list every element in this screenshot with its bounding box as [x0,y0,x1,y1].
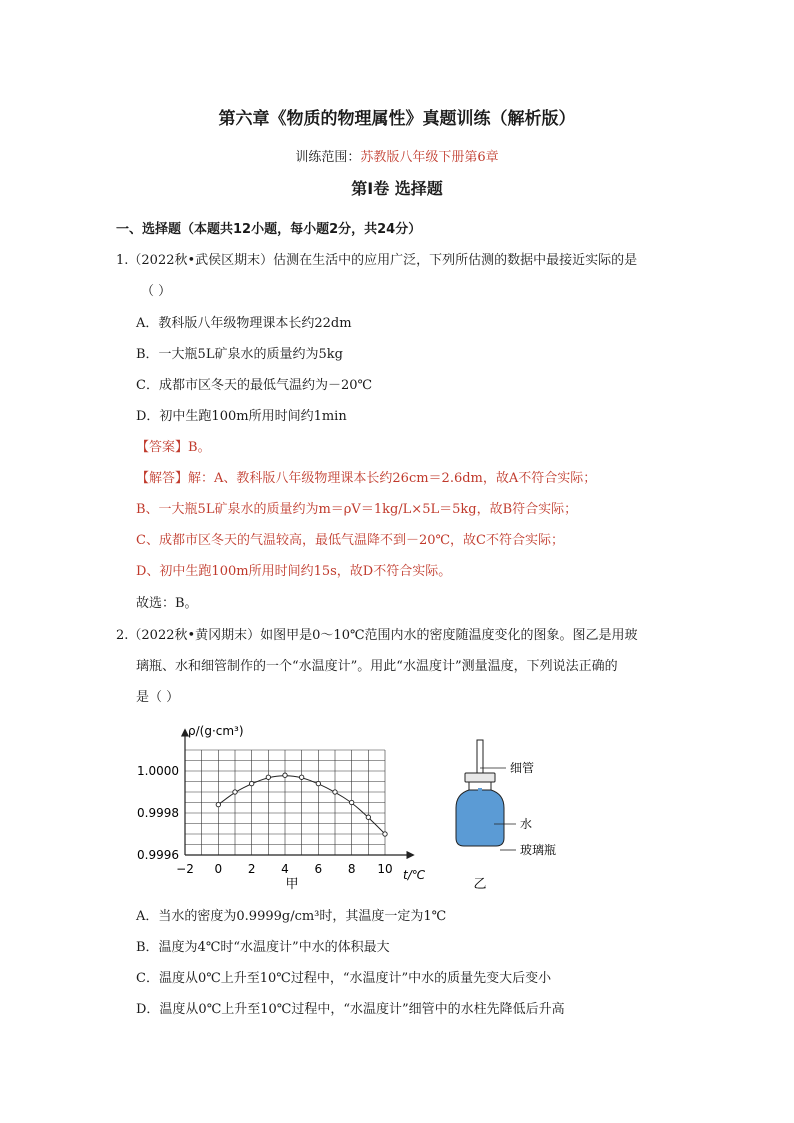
q1-choose: 故选：B。 [136,596,198,611]
data-point [283,773,287,777]
y-axis-label: ρ/(g·cm³) [188,724,244,738]
q1-stem: 1.（2022秋•武侯区期末）估测在生活中的应用广泛，下列所估测的数据中最接近实际的是 [116,253,638,268]
data-point [266,775,270,779]
answer-value: B。 [188,440,211,455]
q2-stem-line-3: 是（ ） [136,690,180,705]
section-heading: 一、选择题（本题共12小题，每小题2分，共24分） [116,222,422,237]
analysis-label: 【解答】 [136,471,189,486]
training-range [0,146,794,165]
data-point [316,781,320,785]
document-title: 第六章《物质的物理属性》真题训练（解析版） [218,109,576,129]
bottle-cap [465,773,495,782]
data-point [216,802,220,806]
q2-option-c: C．温度从0℃上升至10℃过程中，“水温度计”中水的质量先变大后变小 [136,971,552,986]
y-tick-label: 0.9998 [137,806,179,820]
q1-answer [136,436,211,455]
q1-option-b: B．一大瓶5L矿泉水的质量约为5kg [136,347,343,362]
water-label: 水 [520,817,533,831]
density-chart [130,722,450,897]
analysis-line-a: 解：A、教科版八年级物理课本长约26cm＝2.6dm，故A不符合实际； [188,471,597,486]
water-thermometer-figure [450,728,590,893]
x-tick-label: 2 [247,862,256,876]
q2-stem-line-2: 璃瓶、水和细管制作的一个“水温度计”。用此“水温度计”测量温度，下列说法正确的 [136,659,618,674]
q1-analysis [136,467,596,486]
q2-stem-line-1: 2.（2022秋•黄冈期末）如图甲是0～10℃范围内水的密度随温度变化的图象。图乙是用玻 [116,628,638,643]
data-point [233,790,237,794]
q1-option-a: A．教科版八年级物理课本长约22dm [136,316,352,331]
data-point [383,832,387,836]
q1-option-d: D．初中生跑100m所用时间约1min [136,409,347,424]
answer-label: 【答案】 [136,440,189,455]
analysis-line-d: D、初中生跑100m所用时间约15s，故D不符合实际。 [136,564,452,579]
analysis-line-c: C、成都市区冬天的气温较高，最低气温降不到－20℃，故C不符合实际； [136,533,564,548]
x-tick-labels [176,862,392,876]
bottle-caption: 乙 [473,877,487,892]
q1-paren: （ ） [141,284,172,299]
data-point [333,790,337,794]
y-tick-label: 0.9996 [137,848,179,862]
analysis-line-b: B、一大瓶5L矿泉水的质量约为m＝ρV＝1kg/L×5L＝5kg，故B符合实际； [136,502,578,517]
q2-option-a: A．当水的密度为0.9999g/cm³时，其温度一定为1℃ [136,909,447,924]
x-tick-label: 0 [214,862,223,876]
data-point [249,781,253,785]
chart-caption: 甲 [285,877,299,892]
tube-water-column [478,788,482,840]
data-point [349,800,353,804]
q2-option-b: B．温度为4℃时“水温度计”中水的体积最大 [136,940,390,955]
x-tick-label: 4 [281,862,289,876]
x-tick-label: 8 [347,862,356,876]
x-axis-label: t/℃ [403,868,426,882]
x-tick-label: 10 [377,862,393,876]
tube-label: 细管 [510,761,535,775]
chart-grid [185,750,385,855]
bottle-label: 玻璃瓶 [520,843,557,857]
range-label: 训练范围： [295,150,361,165]
range-value: 苏教版八年级下册第6章 [360,150,499,165]
data-point [299,775,303,779]
q2-option-d: D．温度从0℃上升至10℃过程中，“水温度计”细管中的水柱先降低后升高 [136,1002,565,1017]
data-point [366,815,370,819]
x-tick-label: 6 [314,862,323,876]
q1-option-c: C．成都市区冬天的最低气温约为－20℃ [136,378,373,393]
y-tick-labels [137,764,179,862]
volume-heading: 第Ⅰ卷 选择题 [351,179,443,198]
x-tick-label: −2 [176,862,194,876]
y-tick-label: 1.0000 [137,764,179,778]
